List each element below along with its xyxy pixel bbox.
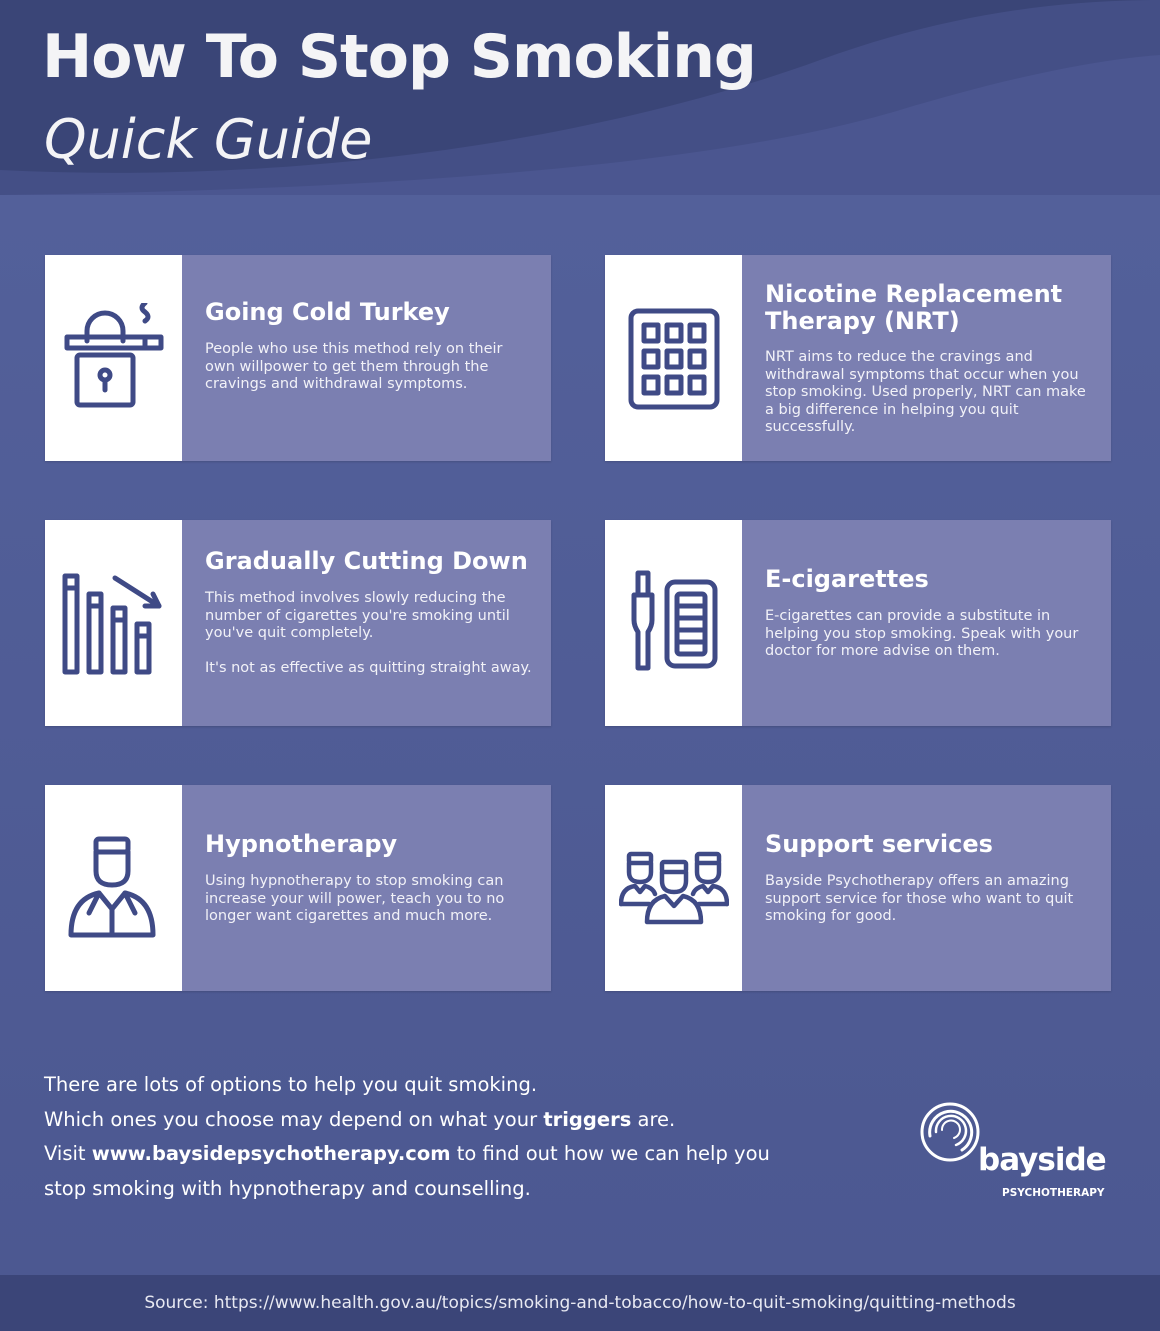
source-footer	[0, 1275, 1160, 1331]
card-title: Hypnotherapy	[205, 830, 398, 858]
icon-panel	[605, 255, 742, 461]
method-card-hypnotherapy	[45, 785, 551, 991]
card-title: E-cigarettes	[765, 565, 929, 593]
card-description: People who use this method rely on their own willpower to get them through the cravings and withdrawal symptoms.	[205, 341, 503, 392]
card-title: Going Cold Turkey	[205, 298, 450, 326]
method-card-support-services	[605, 785, 1111, 991]
footer-line: There are lots of options to help you quit smoking.	[44, 1073, 538, 1096]
icon-panel	[605, 520, 742, 726]
card-description: NRT aims to reduce the cravings and withdrawal symptoms that occur when you stop smoking. Used properly, NRT can make a big difference in helping you quit successfully.	[765, 349, 1086, 435]
footer-line: Which ones you choose may depend on what your triggers are.	[44, 1107, 676, 1131]
e-cigarette-icon	[624, 568, 724, 678]
card-title: Nicotine Replacement Therapy (NRT)	[765, 280, 1063, 335]
triggers-emphasis: triggers	[543, 1107, 632, 1131]
icon-panel	[605, 785, 742, 991]
method-card-cold-turkey	[45, 255, 551, 461]
hypnotherapist-icon	[59, 833, 169, 943]
website-link[interactable]: www.baysidepsychotherapy.com	[91, 1142, 451, 1165]
icon-panel	[45, 785, 182, 991]
logo-wordmark: bayside	[978, 1142, 1106, 1178]
card-description: E-cigarettes can provide a substitute in helping you stop smoking. Speak with your doctor for more advise on them.	[765, 608, 1079, 659]
method-card-e-cigarettes	[605, 520, 1111, 726]
header-banner	[0, 0, 1160, 195]
method-card-nrt	[605, 255, 1111, 461]
source-citation: Source: https://www.health.gov.au/topics/smoking-and-tobacco/how-to-quit-smoking/quitting-methods	[144, 1293, 1016, 1313]
card-description: Using hypnotherapy to stop smoking can increase your will power, teach you to no longer want cigarettes and much more.	[205, 873, 505, 924]
method-card-cutting-down	[45, 520, 551, 726]
card-description: This method involves slowly reducing the number of cigarettes you're smoking until you've quit completely.	[205, 590, 510, 641]
footer-line: stop smoking with hypnotherapy and counselling.	[44, 1176, 531, 1200]
footer-summary	[44, 1068, 864, 1206]
page-subtitle: Quick Guide	[44, 108, 373, 171]
card-description: Bayside Psychotherapy offers an amazing support service for those who want to quit smoking for good.	[765, 873, 1074, 924]
card-title: Support services	[765, 830, 993, 858]
card-title: Gradually Cutting Down	[205, 547, 528, 575]
padlock-cigarette-icon	[59, 303, 169, 413]
icon-panel	[45, 520, 182, 726]
icon-panel	[45, 255, 182, 461]
logo-subtitle: PSYCHOTHERAPY	[1002, 1187, 1105, 1199]
bayside-logo	[918, 1100, 1118, 1210]
page-title: How To Stop Smoking	[42, 22, 756, 92]
decreasing-cigarettes-icon	[59, 568, 169, 678]
footer-line: Visit www.baysidepsychotherapy.com to find out how we can help you	[44, 1142, 770, 1165]
card-description-note: It's not as effective as quitting straight away.	[205, 659, 532, 676]
support-group-icon	[619, 848, 729, 928]
nicotine-gum-pack-icon	[624, 303, 724, 413]
